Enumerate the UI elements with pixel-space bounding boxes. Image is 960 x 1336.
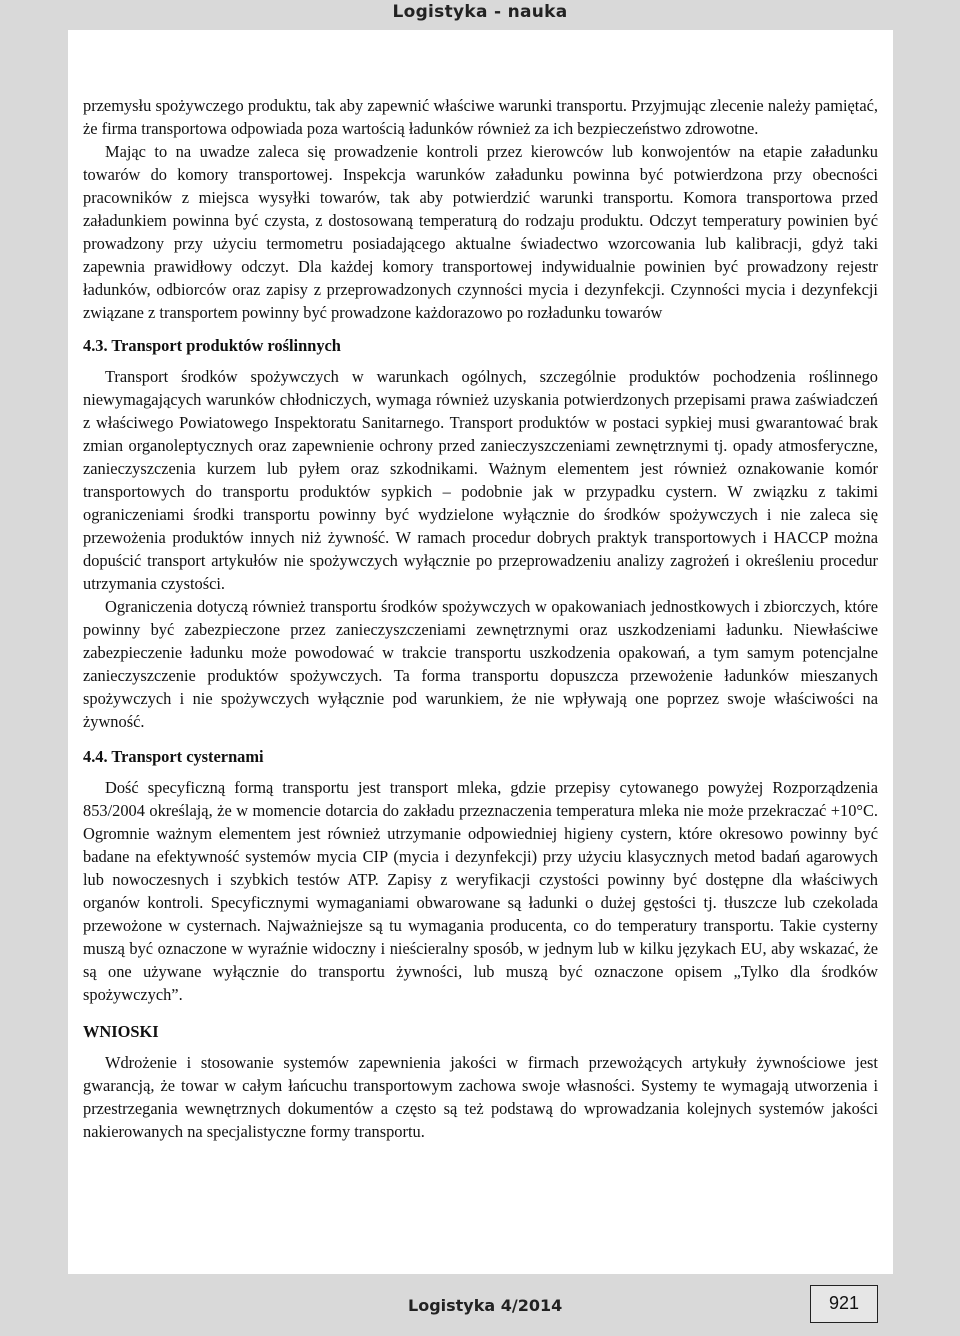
footer-journal-title: Logistyka 4/2014 xyxy=(408,1296,563,1315)
running-header: Logistyka - nauka xyxy=(392,2,568,22)
article-body xyxy=(83,94,878,1143)
section-heading-4-4: 4.4. Transport cysternami xyxy=(83,747,264,766)
section-4-3-paragraph-1: Transport środków spożywczych w warunkach ogólnych, szczególnie produktów pochodzenia roślinnego niewymagających warunków chłodniczych, wymaga również uzyskania potwierdzonych przepisami prawa zaświadczeń z właściwego Powiatowego Inspektoratu Sanitarnego. Transport produktów w postaci sypkiej musi gwarantować brak zmian organoleptycznych oraz zapewnienie ochrony przed zanieczyszczeniami zewnętrznymi tj. opady atmosferyczne, zanieczyszczenia kurzem lub pyłem oraz szkodnikami. Ważnym elementem jest również oznakowanie komór transportowych do transportu produktów sypkich – podobnie jak w przypadku cystern. W związku z takimi ograniczeniami środki transportu powinny być wydzielone wyłącznie do środków spożywczych i nie zaleca się przewożenia produktów innych niż żywność. W ramach procedur dobrych praktyk transportowych i HACCP można dopuścić transport artykułów nie spożywczych wyłącznie po przeprowadzeniu analizy zagrożeń i określeniu procedur utrzymania czystości. xyxy=(83,367,878,593)
section-4-3-paragraph-2: Ograniczenia dotyczą również transportu środków spożywczych w opakowaniach jednostkowych i zbiorczych, które powinny być zabezpieczone przez zanieczyszczeniami zewnętrznymi oraz uszkodzeniami ładunku. Niewłaściwe zabezpieczenie ładunku może powodować w trakcie transportu uszkodzenia opakowań, a tym samym potencjalne zanieczyszczenie produktów spożywczych. Ta forma transportu dopuszcza przewożenie ładunków mieszanych spożywczych i nie spożywczych wyłącznie pod warunkiem, że nie wpływają one poprzez swoje właściwości na żywność. xyxy=(83,597,878,731)
page-number-box: 921 xyxy=(810,1285,878,1323)
page-sheet xyxy=(68,30,893,1274)
intro-paragraph-2: Mając to na uwadze zaleca się prowadzenie kontroli przez kierowców lub konwojentów na etapie załadunku towarów do komory transportowej. Inspekcja warunków załadunku powinna być potwierdzona przy obecności pracowników z miejsca wysyłki towarów, tak aby potwierdzić warunki transportu. Komora transportowa przed załadunkiem powinna być czysta, z dostosowaną temperaturą do rodzaju produktu. Odczyt temperatury powinien być prowadzony przy użyciu termometru posiadającego aktualne świadectwo wzorcowania lub kalibracji, gdyż taki zapewnia prawidłowy odczyt. Dla każdej komory transportowej indywidualnie powinien być prowadzony rejestr ładunków, odbiorców oraz zapisy z przeprowadzonych czynności mycia i dezynfekcji. Czynności mycia i dezynfekcji związane z transportem powinny być prowadzone każdorazowo po rozładunku towarów xyxy=(83,142,878,322)
section-heading-4-3: 4.3. Transport produktów roślinnych xyxy=(83,336,341,355)
section-4-4-paragraph-1: Dość specyficzną formą transportu jest transport mleka, gdzie przepisy cytowanego powyżej Rozporządzenia 853/2004 określają, że w momencie dotarcia do zakładu przeznaczenia temperatura mleka nie może przekraczać +10°C. Ogromnie ważnym elementem jest również utrzymanie odpowiedniej higieny cystern, które okresowo powinny być badane na efektywność systemów mycia CIP (mycia i dezynfekcji) przy użyciu klasycznych metod badań agarowych lub nowoczesnych i szybkich testów ATP. Zapisy z weryfikacji czystości powinny być dostępne dla właściwych organów kontroli. Specyficznymi wymaganiami obwarowane są ładunki o dużej gęstości tj. tłuszcze lub czekolada przewożone w cysternach. Najważniejsze są tu wymagania producenta, co do temperatury transportu. Takie cysterny muszą być oznaczone w wyraźnie widoczny i nieścieralny sposób, w jednym lub w kilku językach EU, aby wskazać, że są one używane wyłącznie do transportu żywności, lub muszą być oznaczone opisem „Tylko dla środków spożywczych”. xyxy=(83,778,878,1004)
intro-paragraph-1: przemysłu spożywczego produktu, tak aby zapewnić właściwe warunki transportu. Przyjmując zlecenie należy pamiętać, że firma transportowa odpowiada poza wartością ładunków również za ich bezpieczeństwo zdrowotne. xyxy=(83,96,878,138)
conclusions-paragraph-1: Wdrożenie i stosowanie systemów zapewnienia jakości w firmach przewożących artykuły żywnościowe jest gwarancją, że towar w całym łańcuchu transportowym zachowa swoje własności. Systemy te wymagają utworzenia i przestrzegania wewnętrznych dokumentów a często są też podstawą do wprowadzania kolejnych systemów jakości nakierowanych na specjalistyczne formy transportu. xyxy=(83,1053,878,1141)
section-heading-conclusions: WNIOSKI xyxy=(83,1022,159,1041)
